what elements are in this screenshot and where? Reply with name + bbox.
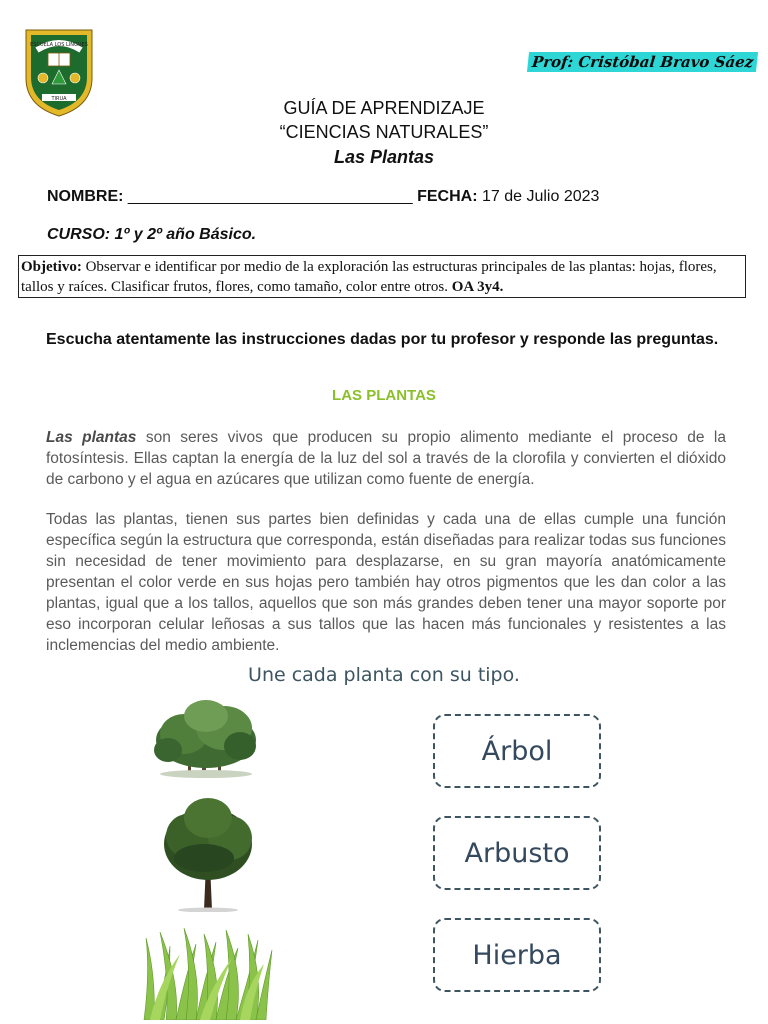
- instructions-text: Escucha atentamente las instrucciones dadas por tu profesor y responde las preguntas.: [46, 331, 719, 348]
- name-date-row: [47, 187, 599, 207]
- objective-text: Observar e identificar por medio de la exploración las estructuras principales de las plantas: hojas, flores, tallos y raíces. Clasificar frutos, flores, como tamaño, color entre otros.: [21, 259, 717, 295]
- activity-title: Une cada planta con su tipo.: [248, 664, 520, 686]
- nombre-blank[interactable]: ________________________________: [127, 188, 413, 205]
- answer-box-arbusto[interactable]: Arbusto: [433, 816, 601, 890]
- paragraph-2: Todas las plantas, tienen sus partes bien definidas y cada una de ellas cumple una función específica según la estructura que corresponda, están diseñadas para realizar todas sus funciones sin necesidad de tener movimiento para desplazarse, en su gran mayoría anatómicamente presentan el color verde en sus hojas pero también hay otros pigmentos que les dan color a las plantas, igual que a los tallos, aquellos que son más grandes deben tener una mayor soporte por eso incorporan celular leñosas a sus tallos que las hacen más funcionales y resistentes a las inclemencias del medio ambiente.: [46, 511, 726, 654]
- nombre-label: NOMBRE:: [47, 188, 124, 205]
- fecha-value: 17 de Julio 2023: [481, 188, 600, 205]
- bush-image: [140, 688, 276, 782]
- crest-school-name: ESCUELA LOS LINGUES: [30, 42, 88, 48]
- tree-image: [140, 792, 276, 912]
- grass-image: [140, 924, 276, 1020]
- objective-label: Objetivo:: [21, 259, 82, 275]
- fecha-label: FECHA:: [417, 188, 478, 205]
- section-title: LAS PLANTAS: [332, 387, 436, 404]
- teacher-name: Prof: Cristóbal Bravo Sáez: [527, 52, 758, 72]
- answer-box-hierba[interactable]: Hierba: [433, 918, 601, 992]
- paragraph-1: [46, 427, 726, 490]
- crest-town: TIRUA: [51, 96, 67, 102]
- objective-code: OA 3y4.: [451, 279, 504, 295]
- curso-line: CURSO: 1º y 2º año Básico.: [47, 226, 257, 243]
- topic-title: Las Plantas: [333, 147, 435, 167]
- objective-box: [18, 255, 746, 298]
- paragraph-1-lead: Las plantas: [46, 429, 137, 446]
- guide-title: GUÍA DE APRENDIZAJE: [283, 98, 485, 118]
- subject-title: “CIENCIAS NATURALES”: [279, 122, 489, 142]
- answer-box-arbol[interactable]: Árbol: [433, 714, 601, 788]
- paragraph-1-rest: son seres vivos que producen su propio alimento mediante el proceso de la fotosíntesis. Ellas captan la energía de la luz del sol a través de la clorofila y convierten el dióxido de carbono y el agua en azúcares que utilizan como fuente de energía.: [46, 429, 727, 488]
